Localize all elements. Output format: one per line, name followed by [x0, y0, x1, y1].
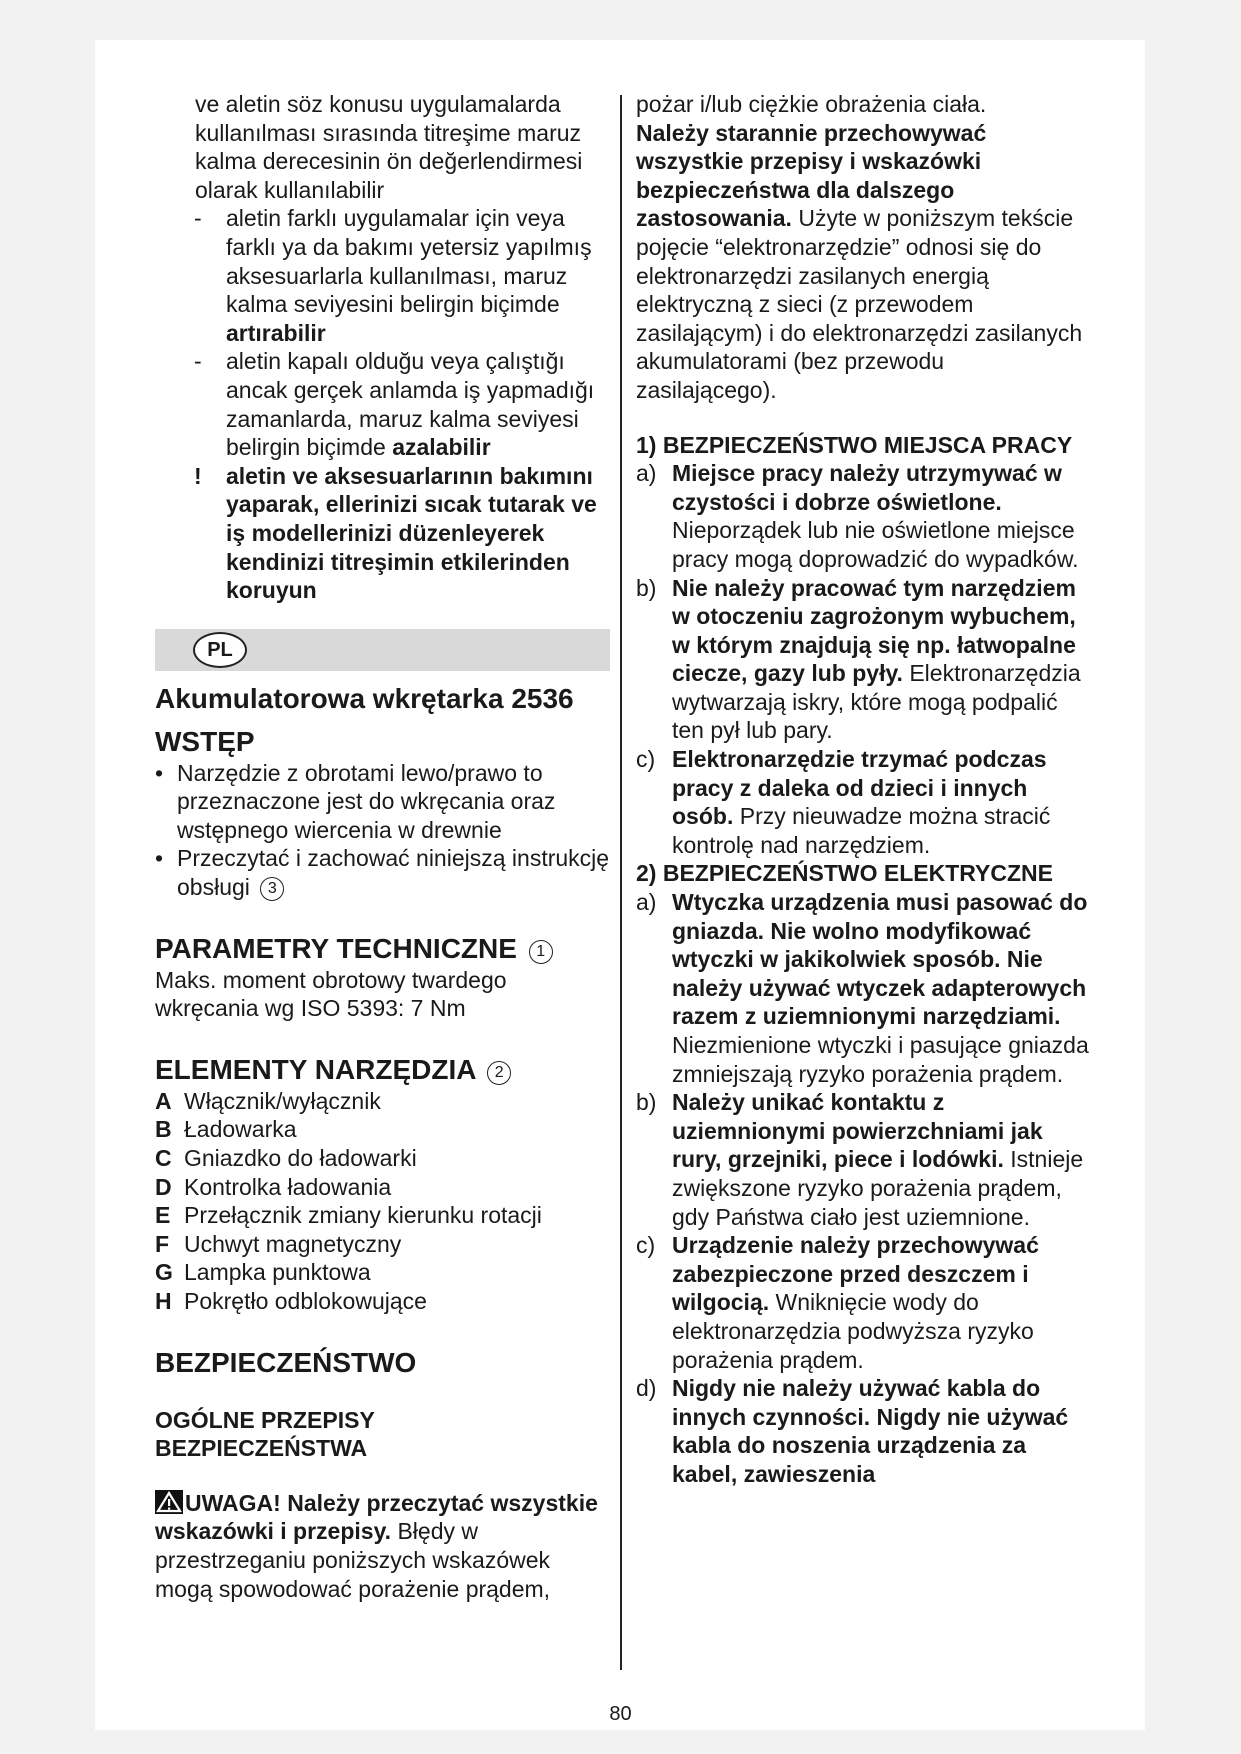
dash-text: aletin kapalı olduğu veya çalıştığı ancak gerçek anlamda iş yapmadığı zamanlarda, maruz kalma seviyesi belirgin biçimde	[226, 348, 595, 461]
list-item	[155, 1173, 610, 1202]
tech-heading	[155, 932, 610, 966]
keep-instructions-paragraph	[636, 119, 1091, 405]
element-label: Pokrętło odblokowujące	[184, 1288, 427, 1314]
element-label: Uchwyt magnetyczny	[184, 1230, 402, 1257]
general-heading: BEZPIECZEŃSTWA	[155, 1435, 368, 1462]
product-title: Akumulatorowa wkrętarka 2536	[155, 682, 574, 714]
rule-marker: b)	[636, 1089, 657, 1116]
list-item	[155, 1201, 610, 1230]
rule-marker: a)	[636, 460, 657, 487]
rule-bold: Urządzenie należy przechowywać zabezpieczone przed deszczem i wilgocią.	[672, 1232, 1039, 1316]
figure-ref-2: 2	[487, 1061, 511, 1085]
warning-triangle-icon	[155, 1490, 183, 1514]
safety-heading: BEZPIECZEŃSTWO	[155, 1346, 417, 1378]
intro-paragraph	[155, 90, 610, 204]
list-item	[155, 1144, 610, 1173]
list-item	[155, 759, 610, 845]
rule-text: Wniknięcie wody do elektronarzędzia podwyższa ryzyko porażenia prądem.	[672, 1289, 1034, 1373]
list-item	[155, 1287, 610, 1316]
rule-text: Elektronarzędzia wytwarzają iskry, które mogą podpalić ten pył lub pary.	[672, 660, 1081, 744]
element-key: D	[155, 1173, 172, 1200]
tech-heading-text: PARAMETRY TECHNICZNE	[155, 932, 517, 964]
dash-bold: artırabilir	[226, 319, 326, 346]
elements-heading	[155, 1053, 610, 1087]
element-key: B	[155, 1116, 172, 1143]
bullet-marker: •	[155, 845, 164, 872]
bullet-marker: •	[155, 759, 164, 786]
dash-bold: azalabilir	[392, 434, 491, 461]
element-key: G	[155, 1259, 173, 1286]
rule-bold: Wtyczka urządzenia musi pasować do gniazda. Nie wolno modyfikować wtyczki w jakikolwiek sposób. Nie należy używać wtyczek adapterowych razem z uziemnionymi narzędziami.	[672, 889, 1088, 1030]
bullet-text: Przeczytać i zachować niniejszą instrukcję obsługi	[177, 845, 610, 901]
rule-item	[636, 574, 1091, 746]
section-2-heading: 2) BEZPIECZEŃSTWO ELEKTRYCZNE	[636, 860, 1053, 887]
element-label: Gniazdko do ładowarki	[184, 1145, 417, 1172]
rule-item	[636, 1231, 1091, 1374]
rule-marker: c)	[636, 1232, 656, 1259]
intro-line: kalma derecesinin ön değerlendirmesi	[195, 148, 583, 175]
intro-line: ve aletin söz konusu uygulamalarda	[195, 91, 561, 117]
element-key: H	[155, 1288, 172, 1314]
column-divider	[620, 95, 622, 1670]
rule-text: Przy nieuwadze można stracić kontrolę nad narzędziem.	[672, 803, 1051, 858]
rule-marker: b)	[636, 574, 657, 601]
element-label: Włącznik/wyłącznik	[184, 1087, 381, 1114]
continuation-text: pożar i/lub ciężkie obrażenia ciała.	[636, 91, 987, 117]
rule-item	[636, 459, 1091, 573]
language-badge: PL	[193, 632, 247, 668]
rule-item	[636, 888, 1091, 1088]
dash-item	[155, 347, 610, 461]
dash-marker: -	[194, 205, 202, 232]
rule-text: Niezmienione wtyczki i pasujące gniazda zmniejszają ryzyko porażenia prądem.	[672, 1032, 1089, 1087]
rule-marker: c)	[636, 746, 656, 773]
intro-line: olarak kullanılabilir	[195, 176, 385, 203]
rule-bold: Miejsce pracy należy utrzymywać w czystości i dobrze oświetlone.	[672, 460, 1062, 515]
right-column	[636, 90, 1091, 1489]
dash-marker: -	[194, 348, 202, 375]
intro-line: kullanılması sırasında titreşime maruz	[195, 119, 582, 146]
rule-text: Istnieje zwiększone ryzyko porażenia prądem, gdy Państwa ciało jest uziemnione.	[672, 1146, 1084, 1230]
figure-ref-3: 3	[260, 877, 284, 901]
list-item	[155, 1115, 610, 1144]
list-item	[155, 1258, 610, 1287]
rule-item	[636, 745, 1091, 859]
section-1-heading: 1) BEZPIECZEŃSTWO MIEJSCA PRACY	[636, 431, 1073, 458]
intro-heading: WSTĘP	[155, 725, 255, 757]
element-label: Ładowarka	[184, 1116, 297, 1143]
rule-bold: Elektronarzędzie trzymać podczas pracy z daleka od dzieci i innych osób.	[672, 746, 1047, 830]
element-label: Kontrolka ładowania	[184, 1173, 392, 1200]
dash-text: aletin farklı uygulamalar için veya farklı ya da bakımı yetersiz yapılmış aksesuarlarla kullanılması, maruz kalma seviyesini belirgin biçimde	[226, 205, 592, 318]
list-item	[155, 1087, 610, 1116]
keep-text: Użyte w poniższym tekście pojęcie “elektronarzędzie” odnosi się do elektronarzędzi zasilanych energią elektryczną z sieci (z przewodem zasilającym) i do elektronarzędzi zasilanych akumulatorami (bez przewodu zasilającego).	[636, 205, 1083, 403]
language-band	[155, 629, 610, 671]
rule-marker: d)	[636, 1375, 657, 1402]
section-heading	[636, 431, 1091, 460]
exclamation-item	[155, 462, 610, 605]
element-label: Przełącznik zmiany kierunku rotacji	[184, 1202, 542, 1229]
rule-item	[636, 1374, 1091, 1488]
element-key: C	[155, 1145, 172, 1172]
left-column	[155, 90, 610, 1603]
warning-text: Błędy w przestrzeganiu poniższych wskazówek mogą spowodować porażenie prądem,	[155, 1518, 551, 1602]
element-label: Lampka punktowa	[184, 1259, 371, 1286]
rule-bold: Nie należy pracować tym narzędziem w otoczeniu zagrożonym wybuchem, w którym znajdują się np. łatwopalne ciecze, gazy lub pyły.	[672, 574, 1076, 687]
element-key: A	[155, 1087, 172, 1114]
warning-bold: UWAGA! Należy przeczytać wszystkie wskazówki i przepisy.	[155, 1489, 598, 1545]
keep-bold: Należy starannie przechowywać wszystkie przepisy i wskazówki bezpieczeństwa dla dalszego zastosowania.	[636, 119, 987, 232]
rule-item	[636, 1088, 1091, 1231]
rule-bold: Nigdy nie należy używać kabla do innych czynności. Nigdy nie używać kabla do noszenia urządzenia za kabel, zawieszenia	[672, 1375, 1069, 1487]
element-key: F	[155, 1230, 170, 1257]
list-item	[155, 1230, 610, 1259]
warning-paragraph	[155, 1489, 610, 1603]
exclamation-marker: !	[194, 462, 202, 489]
figure-ref-1: 1	[529, 940, 553, 964]
bullet-text: Narzędzie z obrotami lewo/prawo to przeznaczone jest do wkręcania oraz wstępnego wiercenia w drewnie	[177, 759, 556, 843]
dash-item	[155, 204, 610, 347]
list-item	[155, 844, 610, 901]
general-heading: OGÓLNE PRZEPISY	[155, 1406, 375, 1433]
rule-bold: Należy unikać kontaktu z uziemnionymi powierzchniami jak rury, grzejniki, piece i lodówki.	[672, 1089, 1043, 1173]
rule-marker: a)	[636, 889, 657, 916]
elements-heading-text: ELEMENTY NARZĘDZIA	[155, 1053, 476, 1085]
element-key: E	[155, 1202, 171, 1229]
exclamation-text: aletin ve aksesuarlarının bakımını yaparak, ellerinizi sıcak tutarak ve iş modellerinizi düzenleyerek kendinizi titreşimin etkilerinden koruyun	[226, 462, 597, 604]
tech-text: Maks. moment obrotowy twardego wkręcania wg ISO 5393: 7 Nm	[155, 966, 507, 1022]
page-number: 80	[609, 1703, 632, 1725]
rule-text: Nieporządek lub nie oświetlone miejsce pracy mogą doprowadzić do wypadków.	[672, 517, 1079, 572]
